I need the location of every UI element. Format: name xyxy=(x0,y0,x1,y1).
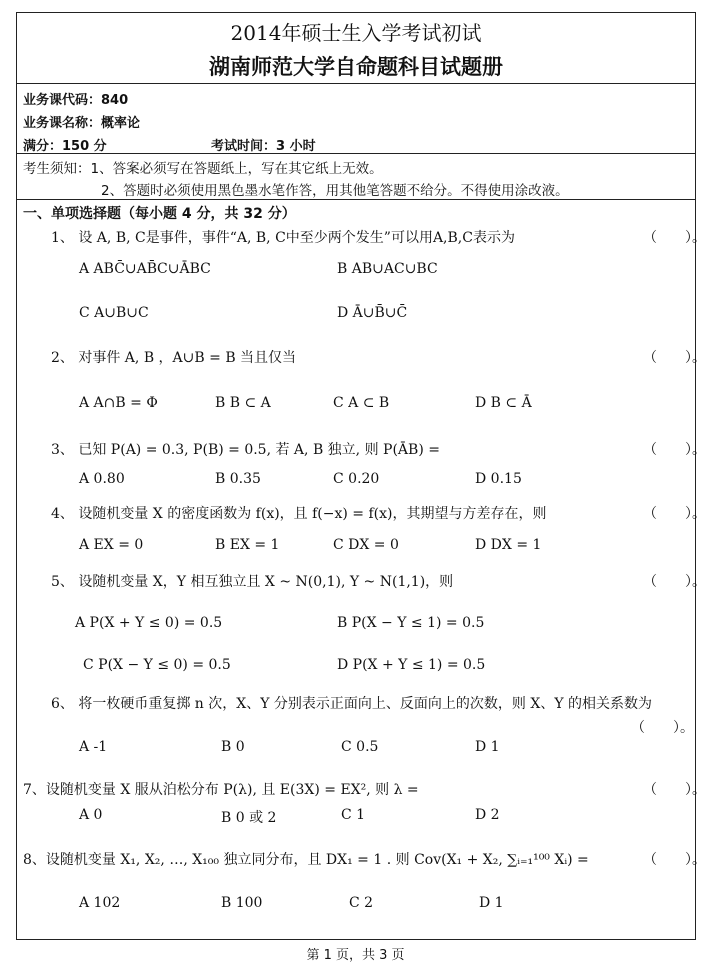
answer-blank: （ ）。 xyxy=(643,782,706,798)
option-b: B EX = 1 xyxy=(215,537,280,553)
exam-page-frame xyxy=(16,12,706,940)
page-number: 第 1 页，共 3 页 xyxy=(306,948,405,963)
full-score: 满分：150 分 xyxy=(23,139,107,154)
option-c: C P(X − Y ≤ 0) = 0.5 xyxy=(83,657,231,673)
option-a: A -1 xyxy=(79,739,108,755)
option-a: A 102 xyxy=(79,895,121,911)
option-c: C 2 xyxy=(349,895,374,911)
answer-blank: （ ）。 xyxy=(643,506,706,522)
option-b: B B ⊂ A xyxy=(215,395,271,411)
option-d: D 2 xyxy=(475,807,500,823)
option-a: A 0 xyxy=(79,807,103,823)
option-a: A P(X + Y ≤ 0) = 0.5 xyxy=(75,615,223,631)
answer-blank: （ ）。 xyxy=(643,230,706,246)
question-stem: 8、设随机变量 X₁, X₂, …, X₁₀₀ 独立同分布，且 DX₁ = 1 . 则 Cov(X₁ + X₂, ∑ᵢ₌₁¹⁰⁰ Xᵢ) = xyxy=(23,852,589,868)
question-stem: 3、 已知 P(A) = 0.3, P(B) = 0.5, 若 A, B 独立, 则 P(ĀB) = xyxy=(51,442,440,458)
question-stem: 7、设随机变量 X 服从泊松分布 P(λ), 且 E(3X) = EX², 则 λ = xyxy=(23,782,419,798)
exam-time: 考试时间：3 小时 xyxy=(211,139,316,154)
option-c: C 0.20 xyxy=(333,471,380,487)
course-code: 业务课代码：840 xyxy=(23,93,129,108)
exam-title-line1: 2014年硕士生入学考试初试 xyxy=(230,21,482,45)
option-a: A EX = 0 xyxy=(79,537,144,553)
divider xyxy=(17,199,695,200)
option-a: A 0.80 xyxy=(79,471,125,487)
question-stem: 4、 设随机变量 X 的密度函数为 f(x)，且 f(−x) = f(x)，其期望与方差存在，则 xyxy=(51,506,547,522)
option-d: D Ā∪B̄∪C̄ xyxy=(337,305,408,321)
option-c: C DX = 0 xyxy=(333,537,399,553)
option-d: D 0.15 xyxy=(475,471,522,487)
section-title: 一、单项选择题（每小题 4 分，共 32 分） xyxy=(23,206,296,222)
option-a: A A∩B = Φ xyxy=(79,395,158,411)
question-stem: 1、 设 A, B, C是事件，事件“A, B, C中至少两个发生”可以用A,B,C表示为 xyxy=(51,230,515,246)
option-c: C 1 xyxy=(341,807,366,823)
option-c: C A ⊂ B xyxy=(333,395,390,411)
answer-blank: （ ）。 xyxy=(643,350,706,366)
option-b: B 0 或 2 xyxy=(221,810,277,826)
answer-blank: （ ）。 xyxy=(631,720,694,736)
option-d: D 1 xyxy=(479,895,504,911)
divider xyxy=(17,153,695,154)
question-stem: 2、 对事件 A, B ，A∪B = B 当且仅当 xyxy=(51,350,297,366)
option-d: D 1 xyxy=(475,739,500,755)
question-stem: 5、 设随机变量 X，Y 相互独立且 X ~ N(0,1), Y ~ N(1,1)，则 xyxy=(51,574,454,590)
divider xyxy=(17,83,695,84)
notice-line1: 考生须知：1、答案必须写在答题纸上，写在其它纸上无效。 xyxy=(23,161,383,177)
course-name: 业务课名称：概率论 xyxy=(23,116,141,131)
option-b: B 0.35 xyxy=(215,471,261,487)
option-d: D P(X + Y ≤ 1) = 0.5 xyxy=(337,657,486,673)
option-c: C A∪B∪C xyxy=(79,305,149,321)
notice-line2: 2、答题时必须使用黑色墨水笔作答，用其他笔答题不给分。不得使用涂改液。 xyxy=(101,183,569,199)
option-c: C 0.5 xyxy=(341,739,379,755)
option-b: B 100 xyxy=(221,895,263,911)
option-b: B 0 xyxy=(221,739,245,755)
answer-blank: （ ）。 xyxy=(643,442,706,458)
answer-blank: （ ）。 xyxy=(643,574,706,590)
option-a: A ABC̄∪AB̄C∪ĀBC xyxy=(79,261,211,277)
answer-blank: （ ）。 xyxy=(643,852,706,868)
option-b: B AB∪AC∪BC xyxy=(337,261,438,277)
option-d: D DX = 1 xyxy=(475,537,542,553)
exam-title-line2: 湖南师范大学自命题科目试题册 xyxy=(209,55,503,79)
question-stem: 6、 将一枚硬币重复掷 n 次，X、Y 分别表示正面向上、反面向上的次数，则 X、Y 的相关系数为 xyxy=(51,696,653,712)
option-d: D B ⊂ Ā xyxy=(475,395,532,411)
option-b: B P(X − Y ≤ 1) = 0.5 xyxy=(337,615,485,631)
